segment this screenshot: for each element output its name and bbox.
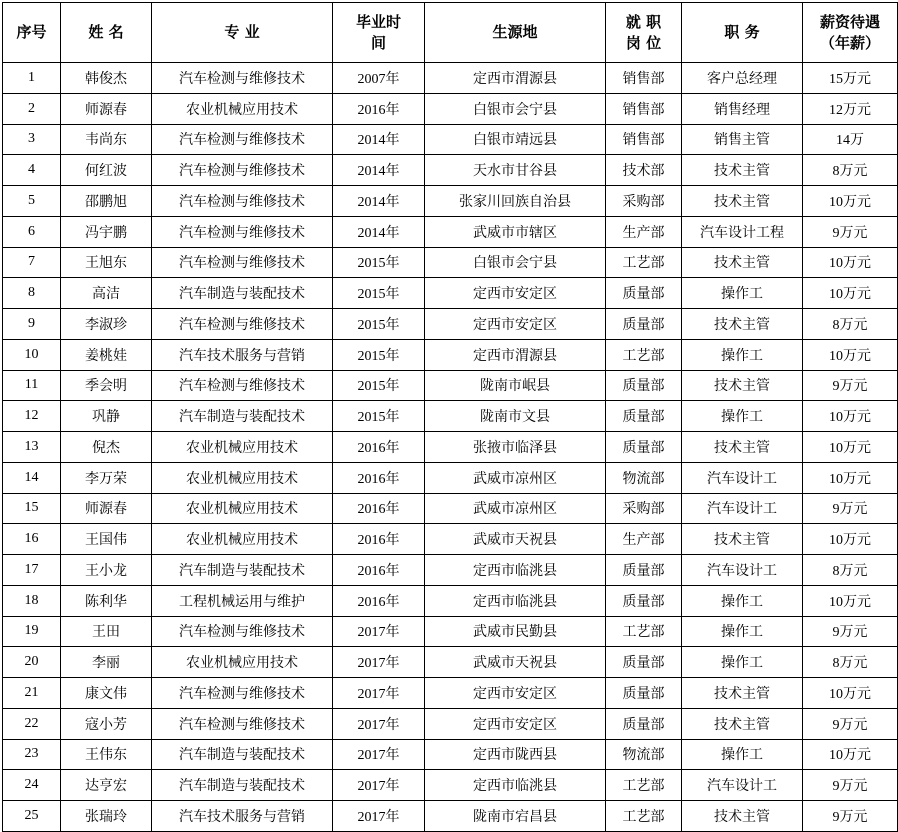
cell-major: 汽车制造与装配技术: [152, 770, 333, 801]
cell-name: 姜桃娃: [61, 339, 152, 370]
cell-department: 质量部: [606, 370, 682, 401]
cell-name: 冯宇鹏: [61, 216, 152, 247]
table-row: [3, 770, 898, 801]
cell-salary: 15万元: [803, 63, 898, 94]
table-body: [3, 63, 898, 832]
cell-origin: 定西市安定区: [425, 678, 606, 709]
cell-department: 质量部: [606, 401, 682, 432]
header-salary: 薪资待遇 （年薪）: [803, 3, 898, 63]
cell-job-title: 操作工: [682, 585, 803, 616]
cell-origin: 白银市会宁县: [425, 247, 606, 278]
table-row: [3, 739, 898, 770]
cell-job-title: 销售经理: [682, 93, 803, 124]
header-position: 就 职 岗 位: [606, 3, 682, 63]
cell-origin: 张掖市临泽县: [425, 432, 606, 463]
cell-department: 销售部: [606, 93, 682, 124]
cell-department: 质量部: [606, 678, 682, 709]
cell-salary: 9万元: [803, 770, 898, 801]
cell-seq: 15: [3, 493, 61, 524]
cell-seq: 23: [3, 739, 61, 770]
cell-name: 李万荣: [61, 462, 152, 493]
cell-job-title: 操作工: [682, 278, 803, 309]
table-row: [3, 309, 898, 340]
cell-salary: 8万元: [803, 309, 898, 340]
table-row: [3, 585, 898, 616]
cell-job-title: 汽车设计工: [682, 770, 803, 801]
cell-department: 质量部: [606, 708, 682, 739]
cell-job-title: 销售主管: [682, 124, 803, 155]
cell-job-title: 客户总经理: [682, 63, 803, 94]
cell-name: 师源春: [61, 493, 152, 524]
cell-name: 何红波: [61, 155, 152, 186]
cell-salary: 10万元: [803, 247, 898, 278]
table-row: [3, 555, 898, 586]
cell-name: 王田: [61, 616, 152, 647]
cell-grad-year: 2017年: [333, 708, 425, 739]
cell-job-title: 技术主管: [682, 247, 803, 278]
cell-department: 工艺部: [606, 770, 682, 801]
cell-salary: 9万元: [803, 216, 898, 247]
cell-grad-year: 2015年: [333, 309, 425, 340]
table-row: [3, 647, 898, 678]
header-major: 专 业: [152, 3, 333, 63]
cell-job-title: 技术主管: [682, 370, 803, 401]
cell-name: 巩静: [61, 401, 152, 432]
cell-grad-year: 2016年: [333, 93, 425, 124]
cell-grad-year: 2015年: [333, 401, 425, 432]
cell-seq: 10: [3, 339, 61, 370]
cell-origin: 定西市安定区: [425, 708, 606, 739]
cell-job-title: 操作工: [682, 401, 803, 432]
cell-job-title: 技术主管: [682, 708, 803, 739]
cell-department: 质量部: [606, 555, 682, 586]
cell-origin: 天水市甘谷县: [425, 155, 606, 186]
cell-name: 高洁: [61, 278, 152, 309]
table-row: [3, 462, 898, 493]
cell-grad-year: 2015年: [333, 247, 425, 278]
cell-department: 质量部: [606, 585, 682, 616]
cell-grad-year: 2017年: [333, 739, 425, 770]
cell-grad-year: 2015年: [333, 370, 425, 401]
cell-name: 韩俊杰: [61, 63, 152, 94]
cell-department: 生产部: [606, 216, 682, 247]
cell-department: 质量部: [606, 309, 682, 340]
cell-salary: 10万元: [803, 401, 898, 432]
cell-origin: 武威市凉州区: [425, 493, 606, 524]
cell-seq: 18: [3, 585, 61, 616]
cell-origin: 定西市陇西县: [425, 739, 606, 770]
cell-major: 汽车检测与维修技术: [152, 247, 333, 278]
cell-grad-year: 2016年: [333, 555, 425, 586]
cell-major: 汽车制造与装配技术: [152, 555, 333, 586]
cell-grad-year: 2016年: [333, 524, 425, 555]
cell-name: 李淑珍: [61, 309, 152, 340]
header-name: 姓 名: [61, 3, 152, 63]
cell-seq: 3: [3, 124, 61, 155]
cell-origin: 白银市靖远县: [425, 124, 606, 155]
cell-grad-year: 2017年: [333, 770, 425, 801]
cell-grad-year: 2015年: [333, 339, 425, 370]
cell-origin: 武威市民勤县: [425, 616, 606, 647]
cell-salary: 10万元: [803, 462, 898, 493]
cell-department: 采购部: [606, 493, 682, 524]
header-row: [3, 3, 898, 63]
cell-salary: 10万元: [803, 739, 898, 770]
cell-major: 汽车检测与维修技术: [152, 124, 333, 155]
cell-job-title: 操作工: [682, 616, 803, 647]
cell-grad-year: 2015年: [333, 278, 425, 309]
cell-job-title: 技术主管: [682, 155, 803, 186]
cell-major: 汽车检测与维修技术: [152, 63, 333, 94]
table-row: [3, 93, 898, 124]
cell-seq: 4: [3, 155, 61, 186]
employment-table: [2, 2, 898, 832]
cell-seq: 22: [3, 708, 61, 739]
cell-department: 采购部: [606, 186, 682, 217]
table-row: [3, 247, 898, 278]
cell-grad-year: 2016年: [333, 462, 425, 493]
cell-salary: 10万元: [803, 585, 898, 616]
cell-salary: 8万元: [803, 555, 898, 586]
cell-major: 农业机械应用技术: [152, 647, 333, 678]
table-row: [3, 370, 898, 401]
cell-origin: 定西市渭源县: [425, 339, 606, 370]
cell-grad-year: 2016年: [333, 432, 425, 463]
cell-origin: 张家川回族自治县: [425, 186, 606, 217]
table-row: [3, 186, 898, 217]
cell-salary: 9万元: [803, 493, 898, 524]
cell-seq: 5: [3, 186, 61, 217]
table-row: [3, 155, 898, 186]
table-row: [3, 339, 898, 370]
cell-seq: 20: [3, 647, 61, 678]
cell-major: 农业机械应用技术: [152, 462, 333, 493]
header-origin: 生源地: [425, 3, 606, 63]
cell-origin: 白银市会宁县: [425, 93, 606, 124]
cell-salary: 14万: [803, 124, 898, 155]
cell-grad-year: 2016年: [333, 493, 425, 524]
cell-origin: 陇南市文县: [425, 401, 606, 432]
cell-department: 质量部: [606, 647, 682, 678]
cell-major: 汽车技术服务与营销: [152, 801, 333, 832]
cell-name: 王小龙: [61, 555, 152, 586]
cell-grad-year: 2017年: [333, 678, 425, 709]
cell-name: 王伟东: [61, 739, 152, 770]
table-row: [3, 124, 898, 155]
header-title: 职 务: [682, 3, 803, 63]
cell-salary: 9万元: [803, 801, 898, 832]
cell-seq: 14: [3, 462, 61, 493]
cell-origin: 定西市安定区: [425, 278, 606, 309]
cell-salary: 12万元: [803, 93, 898, 124]
cell-major: 汽车检测与维修技术: [152, 155, 333, 186]
cell-grad-year: 2017年: [333, 801, 425, 832]
cell-department: 工艺部: [606, 247, 682, 278]
cell-job-title: 操作工: [682, 339, 803, 370]
cell-origin: 武威市天祝县: [425, 647, 606, 678]
cell-department: 技术部: [606, 155, 682, 186]
cell-origin: 武威市天祝县: [425, 524, 606, 555]
cell-origin: 定西市安定区: [425, 309, 606, 340]
cell-seq: 21: [3, 678, 61, 709]
table-row: [3, 432, 898, 463]
cell-grad-year: 2014年: [333, 216, 425, 247]
cell-job-title: 操作工: [682, 647, 803, 678]
cell-name: 康文伟: [61, 678, 152, 709]
cell-seq: 7: [3, 247, 61, 278]
cell-seq: 17: [3, 555, 61, 586]
cell-department: 工艺部: [606, 801, 682, 832]
cell-origin: 武威市市辖区: [425, 216, 606, 247]
cell-department: 生产部: [606, 524, 682, 555]
cell-major: 汽车检测与维修技术: [152, 186, 333, 217]
header-seq: 序号: [3, 3, 61, 63]
cell-name: 韦尚东: [61, 124, 152, 155]
table-row: [3, 278, 898, 309]
cell-department: 物流部: [606, 739, 682, 770]
table-header: [3, 3, 898, 63]
cell-job-title: 技术主管: [682, 432, 803, 463]
cell-seq: 13: [3, 432, 61, 463]
cell-origin: 陇南市宕昌县: [425, 801, 606, 832]
cell-seq: 25: [3, 801, 61, 832]
cell-name: 师源春: [61, 93, 152, 124]
cell-seq: 24: [3, 770, 61, 801]
cell-job-title: 汽车设计工: [682, 555, 803, 586]
cell-job-title: 汽车设计工: [682, 462, 803, 493]
cell-grad-year: 2016年: [333, 585, 425, 616]
cell-job-title: 技术主管: [682, 186, 803, 217]
cell-name: 张瑞玲: [61, 801, 152, 832]
cell-name: 倪杰: [61, 432, 152, 463]
cell-salary: 10万元: [803, 432, 898, 463]
cell-department: 质量部: [606, 432, 682, 463]
cell-grad-year: 2014年: [333, 155, 425, 186]
cell-name: 王旭东: [61, 247, 152, 278]
cell-major: 汽车制造与装配技术: [152, 401, 333, 432]
cell-major: 汽车制造与装配技术: [152, 278, 333, 309]
cell-department: 工艺部: [606, 616, 682, 647]
cell-origin: 定西市临洮县: [425, 585, 606, 616]
cell-department: 工艺部: [606, 339, 682, 370]
cell-major: 农业机械应用技术: [152, 93, 333, 124]
cell-salary: 10万元: [803, 278, 898, 309]
cell-origin: 定西市临洮县: [425, 770, 606, 801]
cell-grad-year: 2007年: [333, 63, 425, 94]
cell-name: 季会明: [61, 370, 152, 401]
table-row: [3, 63, 898, 94]
cell-name: 王国伟: [61, 524, 152, 555]
cell-salary: 10万元: [803, 339, 898, 370]
cell-department: 销售部: [606, 124, 682, 155]
cell-salary: 10万元: [803, 186, 898, 217]
cell-major: 汽车检测与维修技术: [152, 678, 333, 709]
header-grad-time: 毕业时 间: [333, 3, 425, 63]
cell-department: 销售部: [606, 63, 682, 94]
cell-major: 汽车技术服务与营销: [152, 339, 333, 370]
cell-department: 物流部: [606, 462, 682, 493]
cell-job-title: 技术主管: [682, 524, 803, 555]
table-row: [3, 493, 898, 524]
table-row: [3, 616, 898, 647]
cell-job-title: 汽车设计工: [682, 493, 803, 524]
cell-salary: 8万元: [803, 155, 898, 186]
cell-seq: 16: [3, 524, 61, 555]
cell-major: 汽车检测与维修技术: [152, 616, 333, 647]
table-row: [3, 801, 898, 832]
cell-name: 李丽: [61, 647, 152, 678]
cell-name: 寇小芳: [61, 708, 152, 739]
cell-salary: 8万元: [803, 647, 898, 678]
cell-salary: 9万元: [803, 616, 898, 647]
cell-origin: 武威市凉州区: [425, 462, 606, 493]
cell-origin: 定西市渭源县: [425, 63, 606, 94]
cell-major: 农业机械应用技术: [152, 524, 333, 555]
cell-seq: 12: [3, 401, 61, 432]
cell-seq: 9: [3, 309, 61, 340]
cell-seq: 6: [3, 216, 61, 247]
table-row: [3, 524, 898, 555]
table-row: [3, 708, 898, 739]
cell-major: 汽车制造与装配技术: [152, 739, 333, 770]
cell-origin: 定西市临洮县: [425, 555, 606, 586]
cell-job-title: 汽车设计工程: [682, 216, 803, 247]
cell-major: 汽车检测与维修技术: [152, 708, 333, 739]
cell-major: 农业机械应用技术: [152, 493, 333, 524]
table-row: [3, 216, 898, 247]
cell-name: 陈利华: [61, 585, 152, 616]
cell-job-title: 技术主管: [682, 678, 803, 709]
cell-salary: 9万元: [803, 708, 898, 739]
cell-grad-year: 2014年: [333, 186, 425, 217]
cell-major: 汽车检测与维修技术: [152, 309, 333, 340]
cell-major: 农业机械应用技术: [152, 432, 333, 463]
cell-seq: 19: [3, 616, 61, 647]
cell-name: 达亨宏: [61, 770, 152, 801]
cell-major: 汽车检测与维修技术: [152, 216, 333, 247]
cell-grad-year: 2014年: [333, 124, 425, 155]
table-row: [3, 401, 898, 432]
cell-grad-year: 2017年: [333, 647, 425, 678]
cell-major: 工程机械运用与维护: [152, 585, 333, 616]
cell-major: 汽车检测与维修技术: [152, 370, 333, 401]
cell-salary: 10万元: [803, 524, 898, 555]
cell-seq: 2: [3, 93, 61, 124]
cell-job-title: 操作工: [682, 739, 803, 770]
cell-department: 质量部: [606, 278, 682, 309]
cell-name: 邵鹏旭: [61, 186, 152, 217]
cell-seq: 1: [3, 63, 61, 94]
cell-origin: 陇南市岷县: [425, 370, 606, 401]
cell-seq: 11: [3, 370, 61, 401]
table-row: [3, 678, 898, 709]
cell-salary: 9万元: [803, 370, 898, 401]
cell-seq: 8: [3, 278, 61, 309]
cell-job-title: 技术主管: [682, 801, 803, 832]
cell-grad-year: 2017年: [333, 616, 425, 647]
cell-job-title: 技术主管: [682, 309, 803, 340]
cell-salary: 10万元: [803, 678, 898, 709]
